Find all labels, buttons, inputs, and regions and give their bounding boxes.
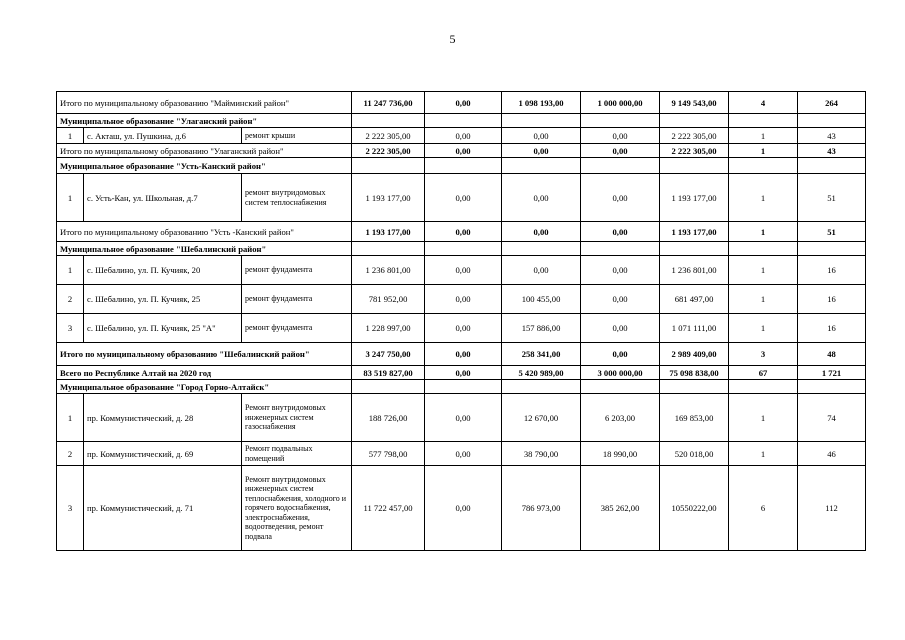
total-label: Итого по муниципальному образованию "Шебалинский район" xyxy=(57,343,352,366)
cell-owners-funds: 681 497,00 xyxy=(660,285,729,314)
empty-cell xyxy=(425,242,502,256)
cell-fund: 0,00 xyxy=(425,366,502,380)
cell-owners-funds: 10550222,00 xyxy=(660,466,729,551)
empty-cell xyxy=(352,380,425,394)
page-number: 5 xyxy=(449,32,456,46)
empty-cell xyxy=(581,114,660,128)
cell-total-cost: 1 236 801,00 xyxy=(352,256,425,285)
empty-cell xyxy=(502,158,581,174)
cell-residents-count: 74 xyxy=(798,394,866,442)
cell-total-cost: 781 952,00 xyxy=(352,285,425,314)
cell-local-budget: 0,00 xyxy=(581,256,660,285)
section-row xyxy=(57,380,866,394)
total-row xyxy=(57,343,866,366)
empty-cell xyxy=(352,114,425,128)
empty-cell xyxy=(581,242,660,256)
cell-address: пр. Коммунистический, д. 28 xyxy=(84,394,242,442)
total-row xyxy=(57,92,866,114)
empty-cell xyxy=(660,380,729,394)
total-row xyxy=(57,366,866,380)
cell-local-budget: 0,00 xyxy=(581,174,660,222)
section-title: Муниципальное образование "Город Горно-Алтайск" xyxy=(57,380,352,394)
cell-number: 1 xyxy=(57,256,84,285)
total-label: Итого по муниципальному образованию "Улаганский район" xyxy=(57,144,352,158)
cell-work-type: ремонт крыши xyxy=(242,128,352,144)
cell-fund: 0,00 xyxy=(425,144,502,158)
cell-number: 2 xyxy=(57,285,84,314)
section-title: Муниципальное образование "Улаганский район" xyxy=(57,114,352,128)
cell-address: пр. Коммунистический, д. 69 xyxy=(84,442,242,466)
table-row xyxy=(57,394,866,442)
cell-houses-count: 1 xyxy=(729,174,798,222)
cell-budget: 0,00 xyxy=(502,144,581,158)
empty-cell xyxy=(798,380,866,394)
cell-residents-count: 264 xyxy=(798,92,866,114)
empty-cell xyxy=(425,380,502,394)
empty-cell xyxy=(729,380,798,394)
table-row xyxy=(57,174,866,222)
cell-residents-count: 51 xyxy=(798,174,866,222)
cell-number: 2 xyxy=(57,442,84,466)
cell-number: 3 xyxy=(57,314,84,343)
cell-residents-count: 48 xyxy=(798,343,866,366)
empty-cell xyxy=(502,242,581,256)
cell-fund: 0,00 xyxy=(425,256,502,285)
cell-houses-count: 1 xyxy=(729,256,798,285)
cell-total-cost: 83 519 827,00 xyxy=(352,366,425,380)
cell-address: с. Шебалино, ул. П. Кучияк, 25 "А" xyxy=(84,314,242,343)
cell-houses-count: 1 xyxy=(729,128,798,144)
cell-residents-count: 43 xyxy=(798,128,866,144)
cell-total-cost: 188 726,00 xyxy=(352,394,425,442)
cell-fund: 0,00 xyxy=(425,285,502,314)
cell-total-cost: 2 222 305,00 xyxy=(352,144,425,158)
cell-houses-count: 1 xyxy=(729,144,798,158)
cell-houses-count: 4 xyxy=(729,92,798,114)
cell-owners-funds: 169 853,00 xyxy=(660,394,729,442)
cell-houses-count: 1 xyxy=(729,394,798,442)
cell-address: с. Акташ, ул. Пушкина, д.6 xyxy=(84,128,242,144)
section-row xyxy=(57,158,866,174)
cell-work-type: ремонт фундамента xyxy=(242,285,352,314)
empty-cell xyxy=(729,114,798,128)
empty-cell xyxy=(352,242,425,256)
cell-budget: 12 670,00 xyxy=(502,394,581,442)
table-row xyxy=(57,442,866,466)
cell-houses-count: 1 xyxy=(729,285,798,314)
cell-fund: 0,00 xyxy=(425,442,502,466)
cell-budget: 1 098 193,00 xyxy=(502,92,581,114)
cell-budget: 5 420 989,00 xyxy=(502,366,581,380)
cell-budget: 100 455,00 xyxy=(502,285,581,314)
cell-residents-count: 16 xyxy=(798,314,866,343)
total-row xyxy=(57,222,866,242)
cell-fund: 0,00 xyxy=(425,394,502,442)
cell-houses-count: 6 xyxy=(729,466,798,551)
cell-residents-count: 16 xyxy=(798,256,866,285)
empty-cell xyxy=(352,158,425,174)
cell-houses-count: 3 xyxy=(729,343,798,366)
table-row xyxy=(57,256,866,285)
cell-owners-funds: 1 236 801,00 xyxy=(660,256,729,285)
cell-fund: 0,00 xyxy=(425,92,502,114)
cell-residents-count: 16 xyxy=(798,285,866,314)
total-label: Итого по муниципальному образованию "Майминский район" xyxy=(57,92,352,114)
cell-total-cost: 1 228 997,00 xyxy=(352,314,425,343)
cell-budget: 786 973,00 xyxy=(502,466,581,551)
empty-cell xyxy=(660,158,729,174)
cell-residents-count: 46 xyxy=(798,442,866,466)
cell-residents-count: 1 721 xyxy=(798,366,866,380)
table-row xyxy=(57,128,866,144)
cell-total-cost: 11 722 457,00 xyxy=(352,466,425,551)
table-row xyxy=(57,314,866,343)
table-body xyxy=(57,92,866,551)
table-row xyxy=(57,285,866,314)
cell-work-type: Ремонт подвальных помещений xyxy=(242,442,352,466)
cell-local-budget: 0,00 xyxy=(581,222,660,242)
cell-work-type: Ремонт внутридомовых инженерных систем теплоснабжения, холодного и горячего водоснабжения, электроснабжения, водоотведения, ремонт подвала xyxy=(242,466,352,551)
section-row xyxy=(57,242,866,256)
cell-owners-funds: 1 193 177,00 xyxy=(660,174,729,222)
cell-work-type: ремонт фундамента xyxy=(242,256,352,285)
section-title: Муниципальное образование "Усть-Канский район" xyxy=(57,158,352,174)
cell-address: с. Усть-Кан, ул. Школьная, д.7 xyxy=(84,174,242,222)
cell-total-cost: 11 247 736,00 xyxy=(352,92,425,114)
cell-budget: 157 886,00 xyxy=(502,314,581,343)
cell-number: 3 xyxy=(57,466,84,551)
cell-number: 1 xyxy=(57,128,84,144)
empty-cell xyxy=(729,242,798,256)
empty-cell xyxy=(581,158,660,174)
cell-fund: 0,00 xyxy=(425,343,502,366)
total-label: Итого по муниципальному образованию "Усть -Канский район" xyxy=(57,222,352,242)
cell-houses-count: 67 xyxy=(729,366,798,380)
cell-fund: 0,00 xyxy=(425,466,502,551)
empty-cell xyxy=(798,158,866,174)
cell-budget: 0,00 xyxy=(502,256,581,285)
empty-cell xyxy=(581,380,660,394)
cell-fund: 0,00 xyxy=(425,222,502,242)
empty-cell xyxy=(729,158,798,174)
cell-fund: 0,00 xyxy=(425,174,502,222)
cell-owners-funds: 2 222 305,00 xyxy=(660,144,729,158)
cell-work-type: Ремонт внутридомовых инженерных систем газоснабжения xyxy=(242,394,352,442)
cell-number: 1 xyxy=(57,394,84,442)
empty-cell xyxy=(798,242,866,256)
cell-local-budget: 0,00 xyxy=(581,144,660,158)
cell-local-budget: 6 203,00 xyxy=(581,394,660,442)
cell-local-budget: 0,00 xyxy=(581,285,660,314)
cell-budget: 0,00 xyxy=(502,174,581,222)
cell-owners-funds: 2 989 409,00 xyxy=(660,343,729,366)
cell-total-cost: 3 247 750,00 xyxy=(352,343,425,366)
cell-local-budget: 0,00 xyxy=(581,314,660,343)
cell-fund: 0,00 xyxy=(425,314,502,343)
cell-number: 1 xyxy=(57,174,84,222)
empty-cell xyxy=(425,158,502,174)
cell-houses-count: 1 xyxy=(729,442,798,466)
cell-total-cost: 1 193 177,00 xyxy=(352,222,425,242)
cell-local-budget: 385 262,00 xyxy=(581,466,660,551)
cell-owners-funds: 520 018,00 xyxy=(660,442,729,466)
total-label: Всего по Республике Алтай на 2020 год xyxy=(57,366,352,380)
cell-residents-count: 43 xyxy=(798,144,866,158)
cell-budget: 0,00 xyxy=(502,128,581,144)
cell-residents-count: 112 xyxy=(798,466,866,551)
cell-houses-count: 1 xyxy=(729,314,798,343)
table-row xyxy=(57,466,866,551)
empty-cell xyxy=(425,114,502,128)
empty-cell xyxy=(502,380,581,394)
empty-cell xyxy=(660,242,729,256)
cell-local-budget: 0,00 xyxy=(581,343,660,366)
section-row xyxy=(57,114,866,128)
cell-work-type: ремонт внутридомовых систем теплоснабжения xyxy=(242,174,352,222)
cell-work-type: ремонт фундамента xyxy=(242,314,352,343)
cell-address: пр. Коммунистический, д. 71 xyxy=(84,466,242,551)
cell-total-cost: 2 222 305,00 xyxy=(352,128,425,144)
cell-budget: 38 790,00 xyxy=(502,442,581,466)
empty-cell xyxy=(798,114,866,128)
cell-local-budget: 18 990,00 xyxy=(581,442,660,466)
cell-budget: 0,00 xyxy=(502,222,581,242)
capital-repair-table xyxy=(56,91,866,551)
cell-budget: 258 341,00 xyxy=(502,343,581,366)
cell-local-budget: 0,00 xyxy=(581,128,660,144)
cell-local-budget: 3 000 000,00 xyxy=(581,366,660,380)
cell-local-budget: 1 000 000,00 xyxy=(581,92,660,114)
cell-owners-funds: 2 222 305,00 xyxy=(660,128,729,144)
total-row xyxy=(57,144,866,158)
cell-residents-count: 51 xyxy=(798,222,866,242)
cell-owners-funds: 1 193 177,00 xyxy=(660,222,729,242)
section-title: Муниципальное образование "Шебалинский район" xyxy=(57,242,352,256)
cell-owners-funds: 75 098 838,00 xyxy=(660,366,729,380)
cell-owners-funds: 9 149 543,00 xyxy=(660,92,729,114)
cell-total-cost: 1 193 177,00 xyxy=(352,174,425,222)
empty-cell xyxy=(660,114,729,128)
cell-houses-count: 1 xyxy=(729,222,798,242)
cell-address: с. Шебалино, ул. П. Кучияк, 20 xyxy=(84,256,242,285)
cell-address: с. Шебалино, ул. П. Кучияк, 25 xyxy=(84,285,242,314)
cell-owners-funds: 1 071 111,00 xyxy=(660,314,729,343)
cell-fund: 0,00 xyxy=(425,128,502,144)
cell-total-cost: 577 798,00 xyxy=(352,442,425,466)
empty-cell xyxy=(502,114,581,128)
